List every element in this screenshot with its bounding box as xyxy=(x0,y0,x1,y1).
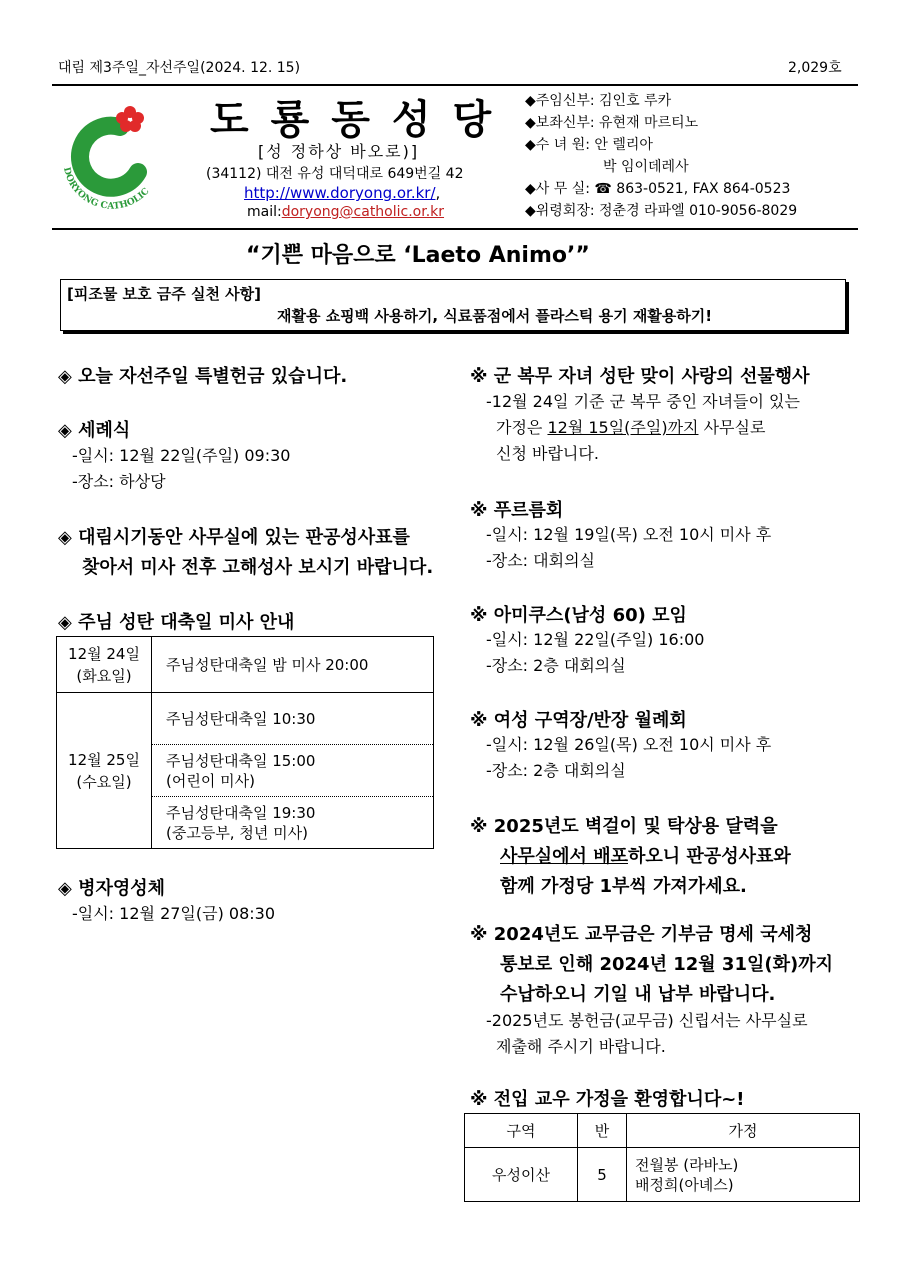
staff-pastor: ◆주임신부: 김인호 루카 xyxy=(525,93,672,109)
welcome-table xyxy=(464,1113,860,1202)
baptism-details: -일시: 12월 22일(주일) 09:30 -장소: 하상당 xyxy=(72,446,291,491)
mass-night: 주님성탄대축일 밤 미사 20:00 xyxy=(152,637,434,693)
confession-line-1: ◈ 대림시기동안 사무실에 있는 판공성사표를 xyxy=(58,527,410,548)
notice-title: [피조물 보호 금주 실천 사항] xyxy=(67,285,261,303)
baptism-title: ◈ 세례식 xyxy=(58,420,131,441)
calendar-notice: ※ 2025년도 벽걸이 및 탁상용 달력을 사무실에서 배포하오니 판공성사표와 함께 가정당 1부씩 가져가세요. xyxy=(470,816,791,897)
offering-notice: ◈ 오늘 자선주일 특별헌금 있습니다. xyxy=(58,366,348,387)
staff-assistant: ◆보좌신부: 유현재 마르티노 xyxy=(525,115,699,131)
staff-office: ◆사 무 실: ☎ 863-0521, FAX 864-0523 xyxy=(525,181,791,197)
amicus-title: ※ 아미쿠스(남성 60) 모임 xyxy=(470,605,687,626)
tithe-application: -2025년도 봉헌금(교무금) 신립서는 사무실로 제출해 주시기 바랍니다. xyxy=(486,1011,808,1056)
mail-link[interactable]: doryong@catholic.or.kr xyxy=(281,204,445,220)
parish-logo xyxy=(52,94,172,224)
website-line: http://www.doryong.or.kr/, xyxy=(244,184,441,202)
mass-date-24: 12월 24일 (화요일) xyxy=(57,637,152,693)
welcome-families: 전월봉 (라바노) 배정희(아녜스) xyxy=(627,1148,860,1202)
mail-line: mail:doryong@catholic.or.kr xyxy=(247,204,445,220)
slogan: “기쁜 마음으로 ‘Laeto Animo’” xyxy=(246,243,590,268)
welcome-title: ※ 전입 교우 가정을 환영합니다~! xyxy=(470,1089,745,1110)
mass-children: 주님성탄대축일 15:00 (어린이 미사) xyxy=(152,745,434,797)
welcome-header-ban: 반 xyxy=(578,1114,627,1148)
pureureum-details: -일시: 12월 19일(목) 오전 10시 미사 후 -장소: 대회의실 xyxy=(486,525,772,570)
welcome-header-family: 가정 xyxy=(627,1114,860,1148)
issue-line: 대림 제3주일_자선주일(2024. 12. 15) xyxy=(58,60,301,76)
logo-text: DORYONG CATHOLIC xyxy=(60,166,152,212)
mass-morning: 주님성탄대축일 10:30 xyxy=(152,693,434,745)
women-leaders-details: -일시: 12월 26일(목) 오전 10시 미사 후 -장소: 2층 대회의실 xyxy=(486,735,772,780)
tithe-notice: ※ 2024년도 교무금은 기부금 명세 국세청 통보로 인해 2024년 12월 31일(화)까지 수납하오니 기일 내 납부 바랍니다. xyxy=(470,924,833,1005)
mass-date-25: 12월 25일 (수요일) xyxy=(57,693,152,849)
confession-line-2: 찾아서 미사 전후 고해성사 보시기 바랍니다. xyxy=(82,557,434,578)
welcome-area: 우성이산 xyxy=(465,1148,578,1202)
sick-communion-title: ◈ 병자영성체 xyxy=(58,878,166,899)
parish-name: 도룡동성당 xyxy=(210,96,514,143)
header-top-rule xyxy=(52,84,858,86)
header-bottom-rule xyxy=(52,228,858,230)
notice-box xyxy=(60,279,846,331)
christmas-mass-title: ◈ 주님 성탄 대축일 미사 안내 xyxy=(58,612,295,633)
women-leaders-title: ※ 여성 구역장/반장 월례회 xyxy=(470,710,687,731)
staff-sisters: ◆수 녀 원: 안 렐리아 xyxy=(525,137,653,153)
staff-memorial: ◆위령회장: 정춘경 라파엘 010-9056-8029 xyxy=(525,203,798,219)
sick-communion-details: -일시: 12월 27일(금) 08:30 xyxy=(72,904,276,923)
mass-youth: 주님성탄대축일 19:30 (중고등부, 청년 미사) xyxy=(152,797,434,849)
issue-number: 2,029호 xyxy=(788,60,842,76)
military-gift-details: -12월 24일 기준 군 복무 중인 자녀들이 있는 가정은 12월 15일(주일)까지 사무실로 신청 바랍니다. xyxy=(486,392,800,463)
notice-body: 재활용 쇼핑백 사용하기, 식료품점에서 플라스틱 용기 재활용하기! xyxy=(277,307,713,325)
christmas-mass-table xyxy=(56,636,434,849)
staff-sister-2: 박 임이데레사 xyxy=(603,159,689,175)
website-link[interactable]: http://www.doryong.or.kr/ xyxy=(244,184,436,202)
address: (34112) 대전 유성 대덕대로 649번길 42 xyxy=(206,166,464,182)
military-gift-title: ※ 군 복무 자녀 성탄 맞이 사랑의 선물행사 xyxy=(470,366,810,387)
welcome-ban: 5 xyxy=(578,1148,627,1202)
amicus-details: -일시: 12월 22일(주일) 16:00 -장소: 2층 대회의실 xyxy=(486,630,705,675)
staff-list xyxy=(525,90,797,222)
welcome-header-area: 구역 xyxy=(465,1114,578,1148)
pureureum-title: ※ 푸르름회 xyxy=(470,500,564,521)
patron-saint: [성 정하상 바오로)] xyxy=(258,142,420,161)
